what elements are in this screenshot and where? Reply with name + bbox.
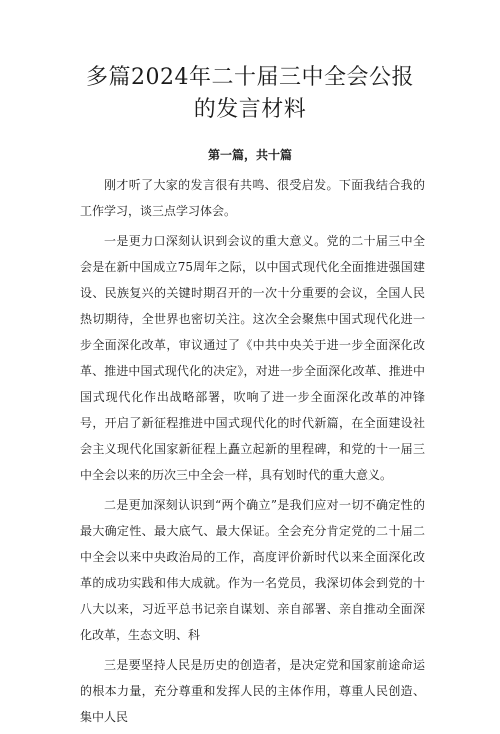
paragraph-point-three: 三是要坚持人民是历史的创造者，是决定党和国家前途命运的根本力量，充分尊重和发挥人民的主体作用，尊重人民创造、集中人民 (80, 658, 425, 724)
paragraph-point-one: 一是更力口深刻认识到会议的重大意义。党的二十届三中全会是在新中国成立75周年之际，以中国式现代化全面推进强国建设、民族复兴的关键时期召开的一次十分重要的会议，全国人民热切期待，全世界也密切关注。这次全会聚焦中国式现代化进一步全面深化改革，审议通过了《中共中央关于进一步全面深化改革、推进中国式现代化的决定》，对进一步全面深化改革、推进中国式现代化作出战略部署，吹响了进一步全面深化改革的冲锋号，开启了新征程推进中国式现代化的时代新篇，在全面建设社会主义现代化国家新征程上矗立起新的里程碑，和党的十一届三中全会以来的历次三中全会一样，具有划时代的重大意义。 (80, 234, 425, 482)
document-body (80, 172, 425, 734)
paragraph-point-two: 二是更加深刻认识到“两个确立”是我们应对一切不确定性的最大确定性、最大底气、最大保证。全会充分肯定党的二十届二中全会以来中央政治局的工作，高度评价新时代以来全面深化改革的成功实践和伟大成就。作为一名党员，我深切体会到党的十八大以来，习近平总书记亲自谋划、亲自部署、亲自推动全面深化改革，生态文明、科 (80, 498, 425, 642)
paragraph-intro: 刚才听了大家的发言很有共鸣、很受启发。下面我结合我的工作学习，谈三点学习体会。 (80, 178, 425, 218)
section-heading: 第一篇，共十篇 (207, 148, 292, 162)
document-title: 多篇2024年二十届三中全会公报的发言材料 (86, 65, 414, 122)
